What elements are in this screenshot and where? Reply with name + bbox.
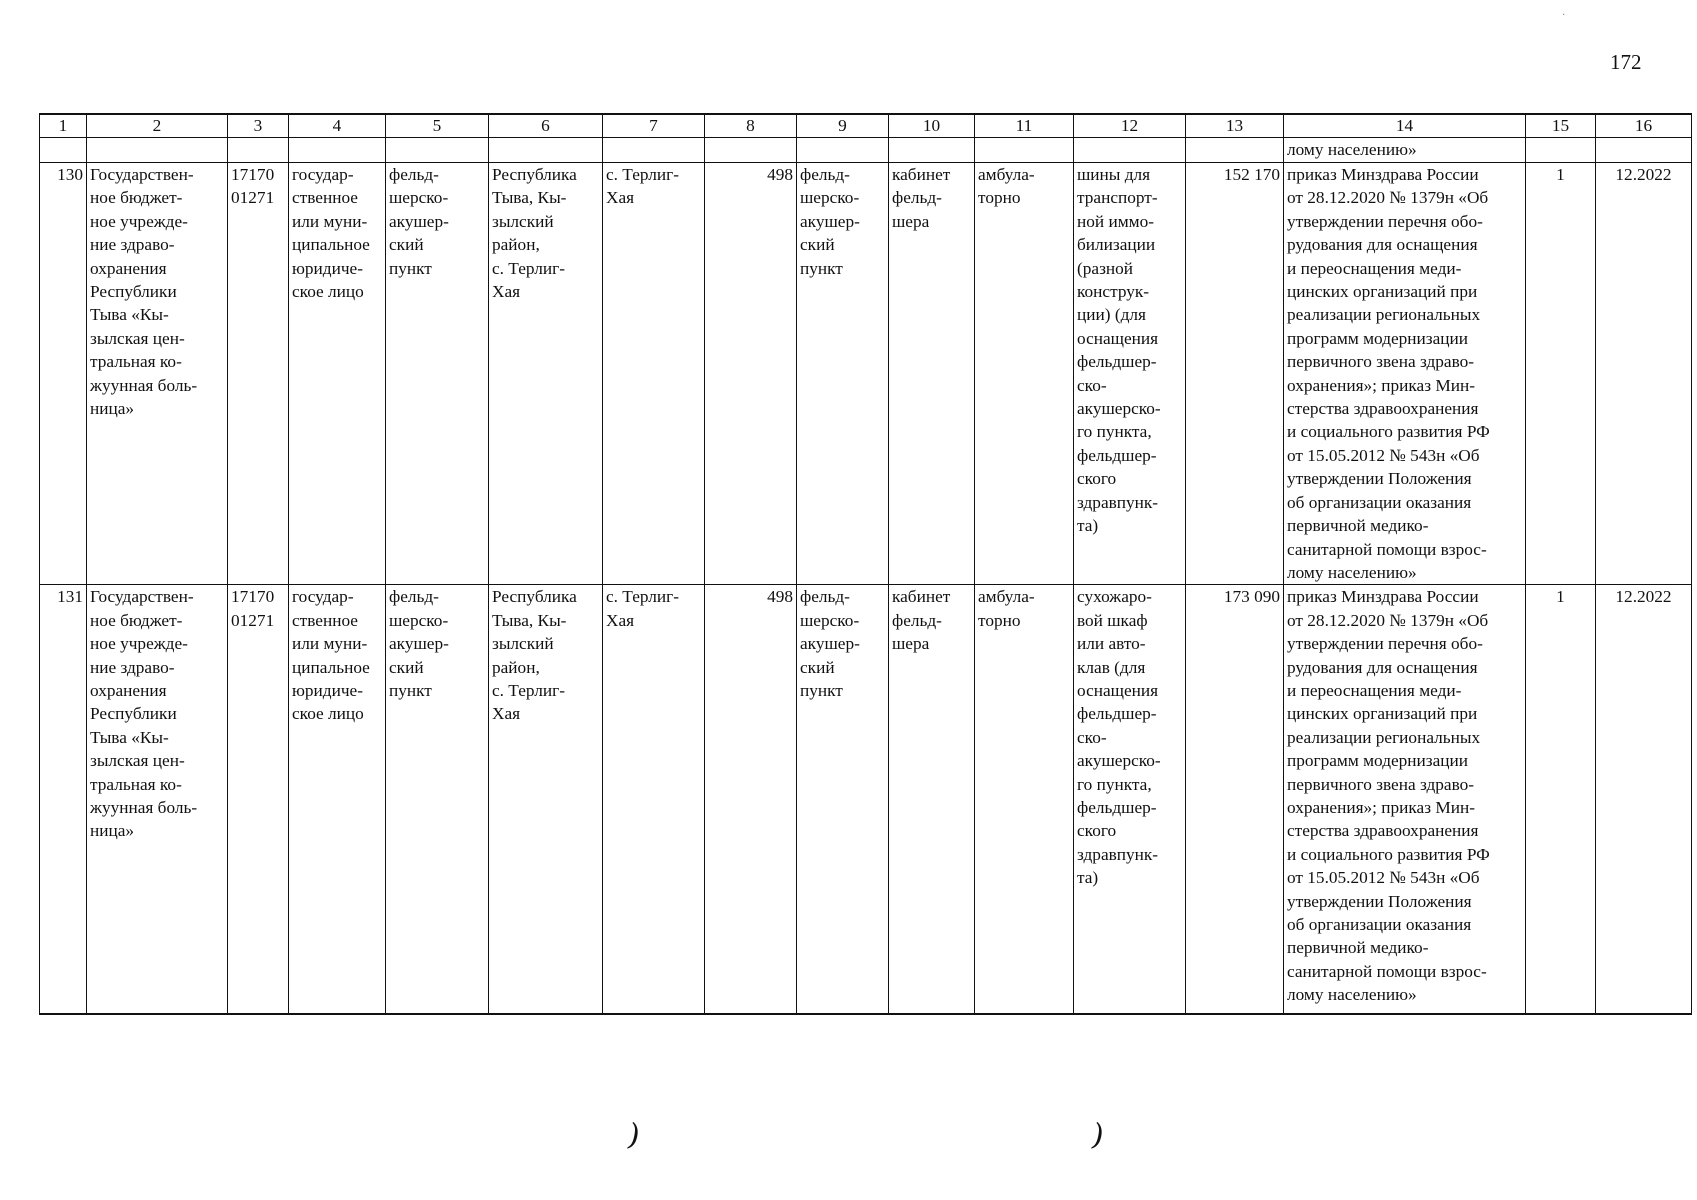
quantity-cell: 498 [705,163,797,585]
code-cell: 17170 01271 [228,585,289,1015]
owner-type-cell: государ- ственное или муни- ципальное юридиче- ское лицо [289,585,386,1015]
count-cell: 1 [1526,585,1596,1015]
subdivision-cell: фельд- шерско- акушер- ский пункт [797,585,889,1015]
signature-mark: ) [1088,1117,1108,1154]
column-header: 11 [975,114,1074,138]
equipment-cell: шины для транспорт- ной иммо- билизации (разной конструк- ции) (для оснащения фельдшер- ско- акушерско- го пункта, фельдшер- ского здравпунк- та) [1074,163,1186,585]
room-cell: кабинет фельд- шера [889,585,975,1015]
column-header: 12 [1074,114,1186,138]
locality-cell: с. Терлиг- Хая [603,163,705,585]
registry-table [39,113,1692,1015]
room-cell: кабинет фельд- шера [889,163,975,585]
column-header: 9 [797,114,889,138]
subdivision-cell: фельд- шерско- акушер- ский пункт [797,163,889,585]
mode-cell: амбула- торно [975,585,1074,1015]
address-cell: Республика Тыва, Кы- зылский район, с. Терлиг- Хая [489,163,603,585]
price-cell: 152 170 [1186,163,1284,585]
count-cell: 1 [1526,163,1596,585]
date-cell: 12.2022 [1596,585,1692,1015]
row-number-cell: 130 [40,163,87,585]
column-header: 14 [1284,114,1526,138]
mode-cell: амбула- торно [975,163,1074,585]
column-header: 4 [289,114,386,138]
institution-cell: Государствен- ное бюджет- ное учрежде- ние здраво- охранения Республики Тыва «Кы- зылская цен- тральная ко- жуунная боль- ница» [87,585,228,1015]
column-header: 15 [1526,114,1596,138]
basis-cell: приказ Минздрава России от 28.12.2020 № 1379н «Об утверждении перечня обо- рудования для оснащения и переоснащения меди- цинских организаций при реализации региональных программ модернизации первичного звена здраво- охранения»; приказ Мин- стерства здравоохранения и социального развития РФ от 15.05.2012 № 543н «Об утверждении Положения об организации оказания первичной медико- санитарной помощи взрос- лому населению» [1284,585,1526,1015]
column-header: 6 [489,114,603,138]
unit-type-cell: фельд- шерско- акушер- ский пункт [386,163,489,585]
page-number: 172 [1610,50,1642,74]
column-header: 7 [603,114,705,138]
basis-continuation-cell: лому населению» [1284,138,1526,163]
owner-type-cell: государ- ственное или муни- ципальное юридиче- ское лицо [289,163,386,585]
row-number-cell: 131 [40,585,87,1015]
column-header: 2 [87,114,228,138]
address-cell: Республика Тыва, Кы- зылский район, с. Терлиг- Хая [489,585,603,1015]
code-cell: 17170 01271 [228,163,289,585]
date-cell: 12.2022 [1596,163,1692,585]
column-header: 5 [386,114,489,138]
price-cell: 173 090 [1186,585,1284,1015]
column-header: 8 [705,114,797,138]
column-number-row [40,114,1692,138]
locality-cell: с. Терлиг- Хая [603,585,705,1015]
equipment-cell: сухожаро- вой шкаф или авто- клав (для оснащения фельдшер- ско- акушерско- го пункта, фельдшер- ского здравпунк- та) [1074,585,1186,1015]
table-row [40,163,1692,585]
basis-cell: приказ Минздрава России от 28.12.2020 № 1379н «Об утверждении перечня обо- рудования для оснащения и переоснащения меди- цинских организаций при реализации региональных программ модернизации первичного звена здраво- охранения»; приказ Мин- стерства здравоохранения и социального развития РФ от 15.05.2012 № 543н «Об утверждении Положения об организации оказания первичной медико- санитарной помощи взрос- лому населению» [1284,163,1526,585]
unit-type-cell: фельд- шерско- акушер- ский пункт [386,585,489,1015]
continuation-row [40,138,1692,163]
column-header: 1 [40,114,87,138]
column-header: 3 [228,114,289,138]
column-header: 13 [1186,114,1284,138]
column-header: 16 [1596,114,1692,138]
column-header: 10 [889,114,975,138]
table-row [40,585,1692,1015]
institution-cell: Государствен- ное бюджет- ное учрежде- ние здраво- охранения Республики Тыва «Кы- зылская цен- тральная ко- жуунная боль- ница» [87,163,228,585]
scan-speck: · [1562,10,1566,21]
quantity-cell: 498 [705,585,797,1015]
signature-mark: ) [624,1117,644,1154]
